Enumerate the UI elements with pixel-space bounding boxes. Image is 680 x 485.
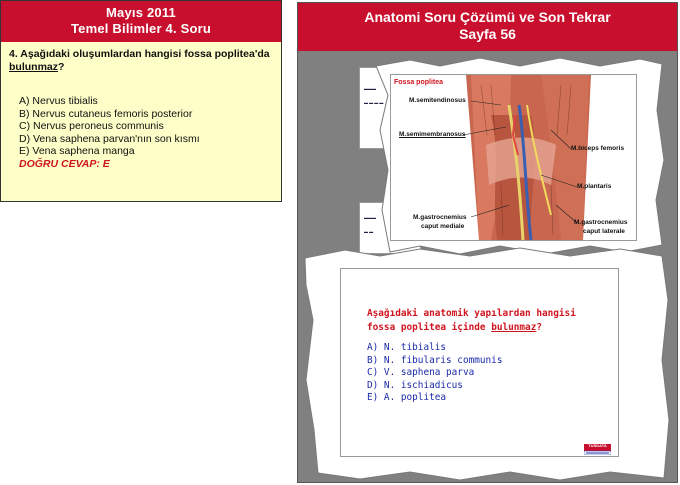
- slide-question-keyword: bulunmaz: [491, 322, 537, 333]
- slide-options-list: [367, 342, 502, 405]
- slide-option-d: D) N. ischiadicus: [367, 379, 463, 391]
- review-title: Anatomi Soru Çözümü ve Son Tekrar: [364, 9, 611, 25]
- label-biceps-femoris: M.biceps femoris: [571, 145, 625, 152]
- option-d: D) Vena saphena parvan'nın son kısmı: [19, 132, 200, 145]
- label-semitendinosus: M.semitendinosus: [409, 97, 466, 104]
- figure-title: Fossa poplitea: [394, 79, 444, 86]
- label-plantaris: M.plantaris: [577, 183, 612, 190]
- slide-question-part2: fossa poplitea içinde: [367, 322, 486, 333]
- slide-question-suffix: ?: [536, 322, 542, 333]
- question-keyword: bulunmaz: [9, 61, 58, 73]
- correct-answer: DOĞRU CEVAP: E: [19, 158, 110, 170]
- tusdata-logo: [584, 442, 611, 453]
- page-number: Sayfa 56: [459, 26, 516, 42]
- slide-option-c: C) V. saphena parva: [367, 367, 475, 378]
- fossa-poplitea-figure: [390, 74, 637, 241]
- background-slide-2: ▬▬▬ ▬ ▬: [359, 202, 421, 254]
- background-slide-1: ▬▬▬ ▬ ▬ ▬ ▬: [359, 67, 421, 149]
- label-gastrocnemius-medial-1: M.gastrocnemius: [413, 214, 467, 221]
- label-gastrocnemius-lateral-2: caput laterale: [583, 228, 625, 235]
- question-suffix: ?: [58, 61, 65, 73]
- question-prefix: 4. Aşağıdaki oluşumlardan hangisi fossa poplitea'da: [9, 48, 270, 60]
- label-semimembranosus: M.semimembranosus: [399, 131, 466, 138]
- logo-text: TUSDATA: [588, 443, 607, 448]
- option-b: B) Nervus cutaneus femoris posterior: [19, 107, 193, 120]
- slide-question-line2: [367, 321, 607, 335]
- slide-option-e: E) A. poplitea: [367, 392, 447, 403]
- slide-option-b: B) N. fibularis communis: [367, 354, 503, 366]
- question-slide: [340, 268, 619, 457]
- option-c: C) Nervus peroneus communis: [19, 120, 164, 132]
- slide-option-a: A) N. tibialis: [367, 342, 447, 353]
- slide-question-line1: Aşağıdaki anatomik yapılardan hangisi: [367, 308, 576, 319]
- option-e: E) Vena saphena manga: [19, 145, 135, 157]
- slide-question: [367, 307, 607, 335]
- option-a: A) Nervus tibialis: [19, 95, 98, 107]
- header-subject: Temel Bilimler 4. Soru: [71, 21, 211, 36]
- header-date: Mayıs 2011: [106, 5, 176, 20]
- label-gastrocnemius-medial-2: caput mediale: [421, 223, 465, 230]
- label-gastrocnemius-lateral-1: M.gastrocnemius: [574, 219, 628, 226]
